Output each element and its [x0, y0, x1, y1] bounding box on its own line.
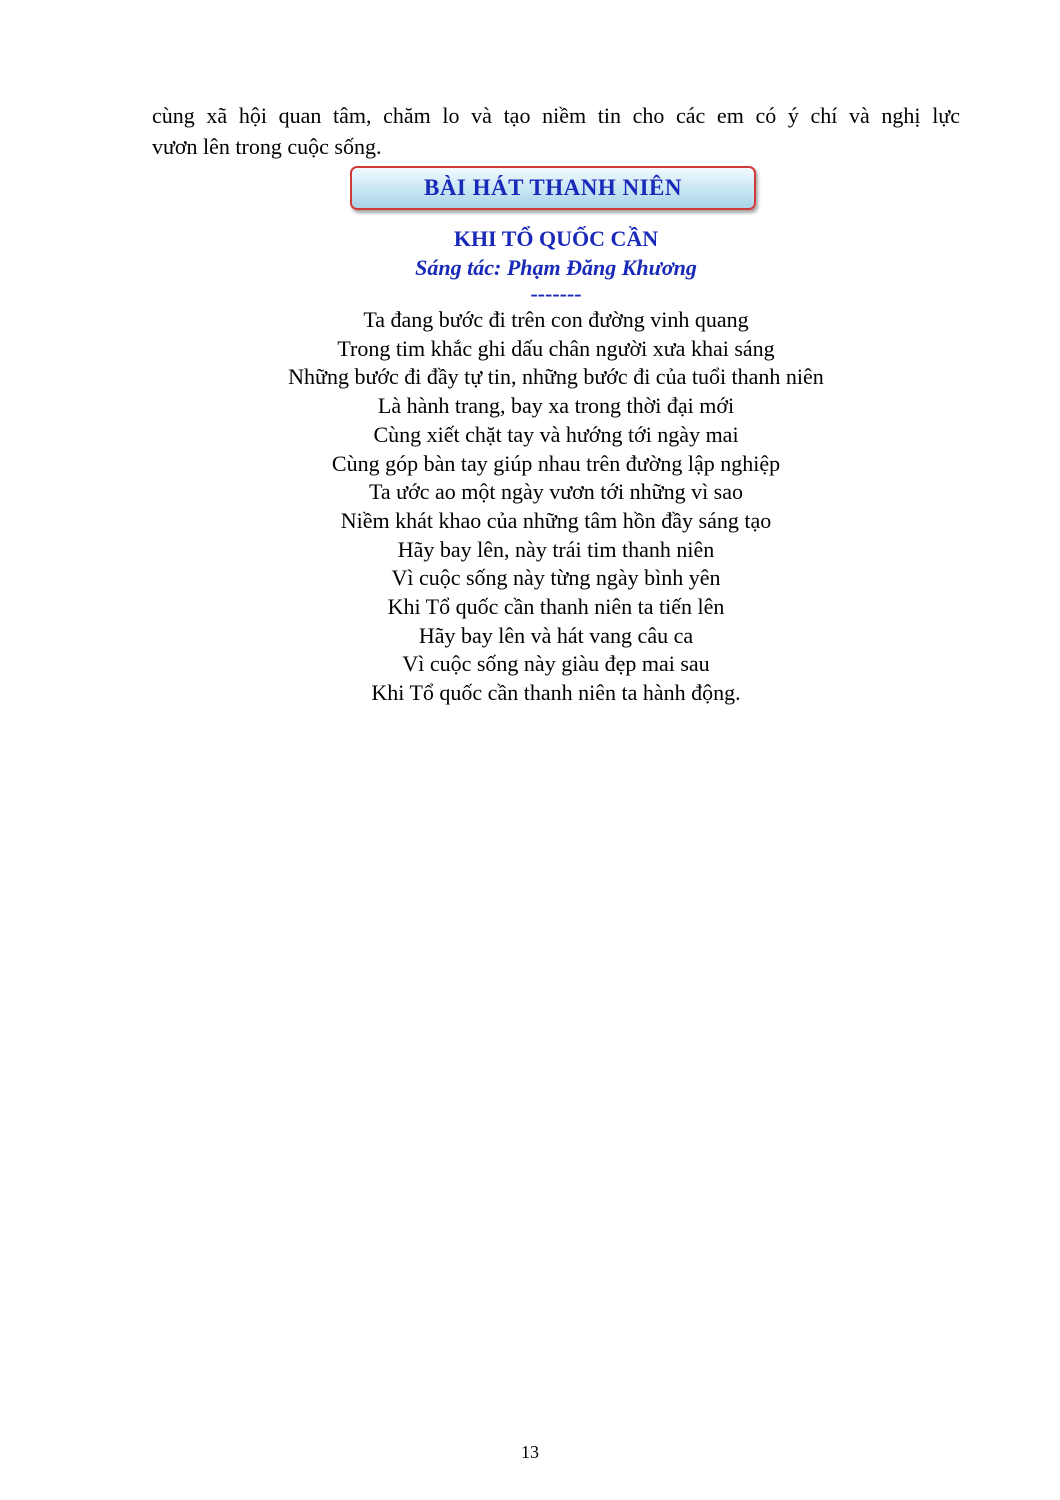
lyric-line: Là hành trang, bay xa trong thời đại mới [377, 393, 735, 419]
song-title: KHI TỔ QUỐC CẦN [453, 226, 659, 251]
intro-line-1: cùng xã hội quan tâm, chăm lo và tạo niềm tin cho các em có ý chí và nghị lực [152, 103, 960, 128]
lyric-line: Ta đang bước đi trên con đường vinh quang [363, 307, 749, 332]
banner-title: BÀI HÁT THANH NIÊN [423, 175, 682, 200]
lyric-line: Ta ước ao một ngày vươn tới những vì sao [368, 479, 744, 505]
lyric-line: Khi Tổ quốc cần thanh niên ta hành động. [371, 680, 741, 706]
section-banner [350, 166, 756, 210]
lyric-line: Trong tim khắc ghi dấu chân người xưa khai sáng [337, 335, 775, 361]
lyric-line: Hãy bay lên và hát vang câu ca [418, 622, 694, 648]
lyrics-list [152, 306, 960, 708]
song-divider: ------- [530, 281, 582, 306]
song-section [152, 224, 960, 708]
lyric-line: Hãy bay lên, này trái tim thanh niên [397, 536, 715, 562]
lyric-line: Niềm khát khao của những tâm hồn đầy sáng tạo [340, 507, 772, 533]
intro-paragraph [152, 100, 960, 162]
lyric-line: Vì cuộc sống này từng ngày bình yên [391, 565, 721, 591]
lyric-line: Cùng góp bàn tay giúp nhau trên đường lập nghiệp [331, 450, 781, 476]
intro-line-2: vươn lên trong cuộc sống. [152, 134, 382, 159]
lyric-line: Cùng xiết chặt tay và hướng tới ngày mai [373, 421, 739, 447]
lyric-line: Khi Tổ quốc cần thanh niên ta tiến lên [387, 594, 725, 620]
song-author: Sáng tác: Phạm Đăng Khương [415, 255, 697, 280]
lyric-line: Những bước đi đầy tự tin, những bước đi của tuổi thanh niên [288, 364, 824, 390]
page-number: 13 [521, 1442, 539, 1462]
lyric-line: Vì cuộc sống này giàu đẹp mai sau [402, 651, 710, 677]
